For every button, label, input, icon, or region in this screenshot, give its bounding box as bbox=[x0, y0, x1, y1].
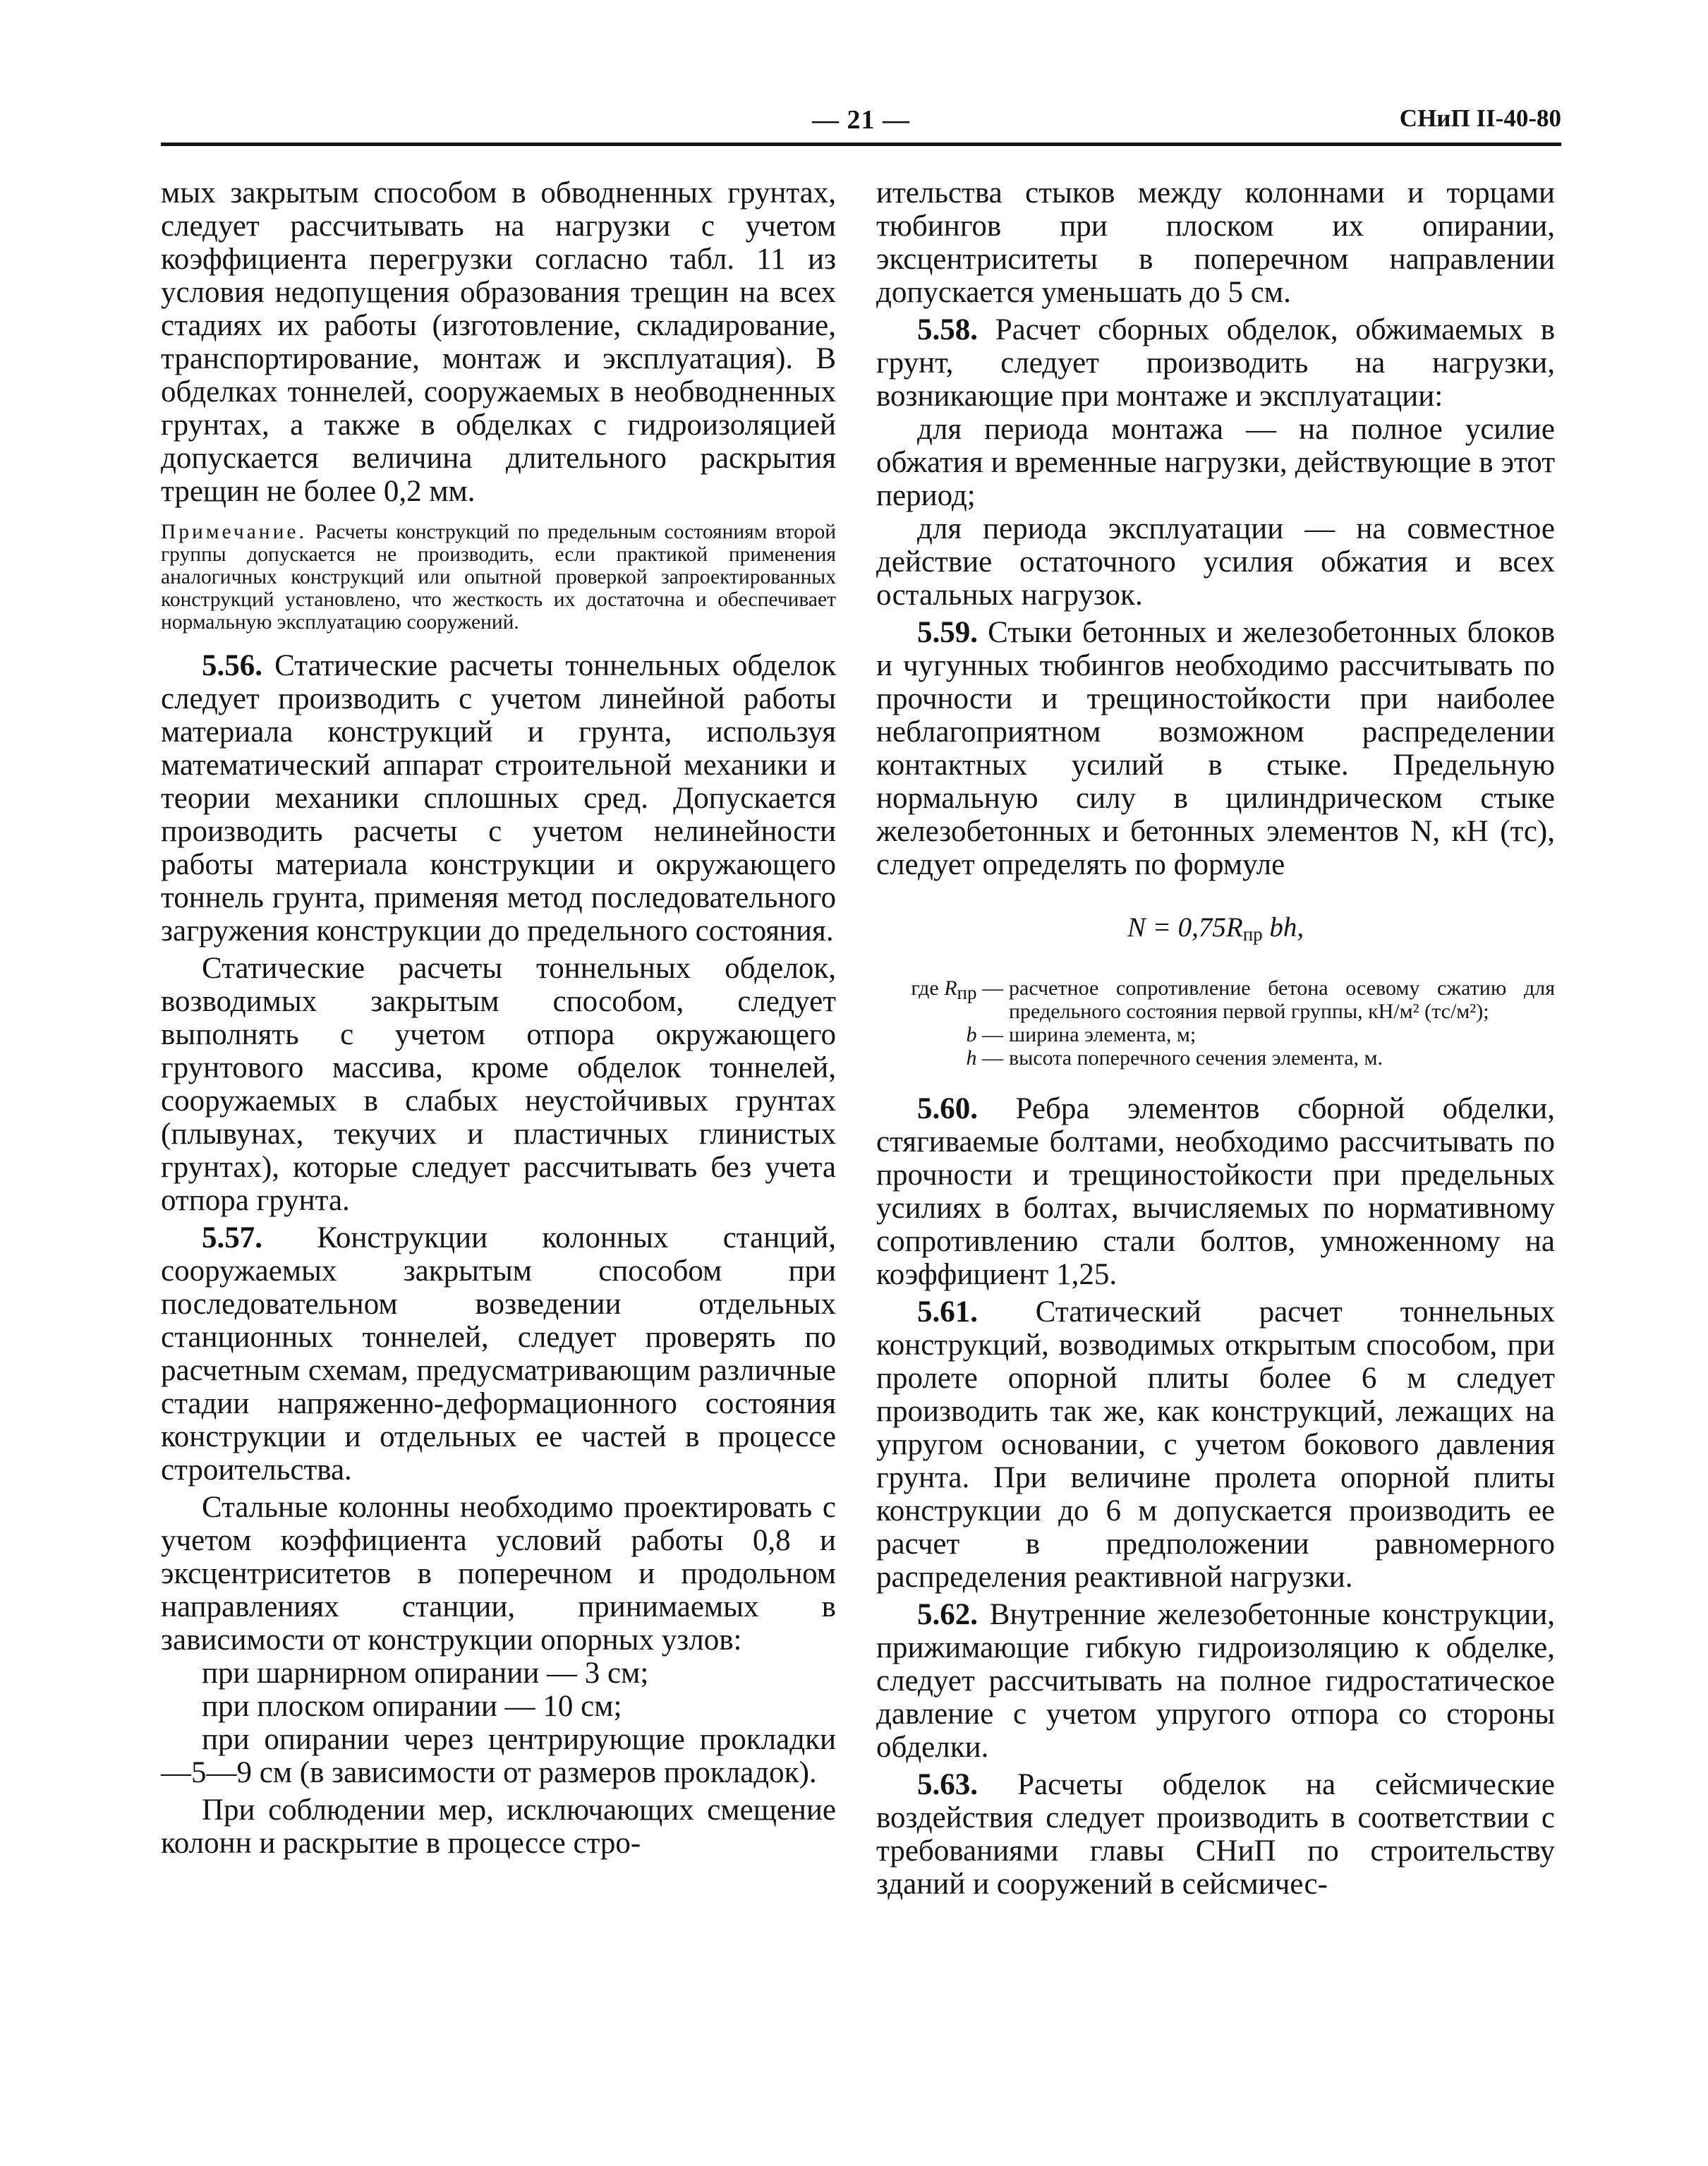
paragraph-5-57-cont2: При соблюдении мер, исключающих смещение колонн и раскрытие в процессе стро- bbox=[161, 1793, 836, 1860]
formula-main: N = 0,75R bbox=[1127, 912, 1243, 943]
legend-dash: — bbox=[976, 1046, 1003, 1070]
document-code: СНиП II-40-80 bbox=[1399, 104, 1561, 132]
list-item-mounting: для периода монтажа — на полное усилие обжатия и временные нагрузки, действующие в этот период; bbox=[876, 413, 1555, 512]
note bbox=[161, 521, 836, 634]
legend-row-r bbox=[876, 976, 1555, 1023]
clause-number-5-58: 5.58. bbox=[917, 313, 978, 346]
paragraph-continuation-right: ительства стыков между колоннами и торцами тюбингов при плоском их опирании, эксцентриситеты в поперечном направлении допускается уменьшать до 5 см. bbox=[876, 176, 1555, 309]
paragraph-5-56 bbox=[161, 649, 836, 948]
clause-text-5-56: Статические расчеты тоннельных обделок следует производить с учетом линейной работы материала конструкций и грунта, используя математический аппарат строительной механики и теории механики сплошных сред. Допускается производить расчеты с учетом нелинейности работы материала конструкции и окружающего тоннель грунта, применяя метод последовательного загружения конструкции до предельного состояния. bbox=[161, 649, 836, 948]
legend-symbol-h: h bbox=[966, 1046, 977, 1070]
legend-symbol-b: b bbox=[966, 1023, 977, 1046]
legend-text-b: ширина элемента, м; bbox=[1009, 1023, 1197, 1046]
list-item-spacers: при опирании через центрирующие прокладки —5—9 см (в зависимости от размеров прокладок). bbox=[161, 1723, 836, 1789]
paragraph-5-57-cont: Стальные колонны необходимо проектировать с учетом коэффициента условий работы 0,8 и эксцентриситетов в поперечном и продольном направлениях станции, принимаемых в зависимости от конструкции опорных узлов: bbox=[161, 1491, 836, 1657]
legend-text-h: высота поперечного сечения элемента, м. bbox=[1009, 1046, 1383, 1070]
legend-dash: — bbox=[976, 1023, 1003, 1046]
legend-row-b bbox=[876, 1023, 1555, 1046]
formula-subscript: пр bbox=[1242, 924, 1263, 945]
page-header bbox=[161, 93, 1561, 146]
paragraph-5-63 bbox=[876, 1768, 1555, 1901]
formula bbox=[876, 911, 1555, 951]
clause-text-5-60: Ребра элементов сборной обделки, стягиваемые болтами, необходимо рассчитывать по прочности и трещиностойкости при предельных усилиях в болтах, вычисляемых по нормативному сопротивлению стали болтов, умноженному на коэффициент 1,25. bbox=[876, 1092, 1555, 1291]
clause-number-5-62: 5.62. bbox=[917, 1598, 978, 1631]
clause-text-5-57: Конструкции колонных станций, сооружаемых закрытым способом при последовательном возведении отдельных станционных тоннелей, следует проверять по расчетным схемам, предусматривающим различные стадии напряженно-деформационного состояния конструкции и отдельных ее частей в процессе строительства. bbox=[161, 1221, 836, 1487]
legend-text-r: расчетное сопротивление бетона осевому сжатию для предельного состояния первой группы, кН/м² (тс/м²); bbox=[1009, 976, 1555, 1023]
note-text: Расчеты конструкций по предельным состояниям второй группы допускается не производить, если практикой применения аналогичных конструкций или опытной проверкой запроектированных конструкций установлено, что жесткость их достаточна и обеспечивает нормальную эксплуатацию сооружений. bbox=[161, 521, 837, 634]
clause-text-5-61: Статический расчет тоннельных конструкций, возводимых открытым способом, при пролете опорной плиты более 6 м следует производить так же, как конструкций, лежащих на упругом основании, с учетом бокового давления грунта. При величине пролета опорной плиты конструкции до 6 м допускается производить ее расчет в предположении равномерного распределения реактивной нагрузки. bbox=[876, 1295, 1555, 1594]
legend-symbol-r-sub: пр bbox=[957, 982, 977, 1003]
clause-number-5-59: 5.59. bbox=[917, 616, 978, 649]
paragraph-5-59 bbox=[876, 616, 1555, 881]
paragraph-continuation-left: мых закрытым способом в обводненных грунтах, следует рассчитывать на нагрузки с учетом коэффициента перегрузки согласно табл. 11 из условия недопущения образования трещин на всех стадиях их работы (изготовление, складирование, транспортирование, монтаж и эксплуатация). В обделках тоннелей, сооружаемых в необводненных грунтах, а также в обделках с гидроизоляцией допускается величина длительного раскрытия трещин не более 0,2 мм. bbox=[161, 176, 836, 508]
clause-number-5-60: 5.60. bbox=[917, 1092, 978, 1125]
clause-number-5-61: 5.61. bbox=[917, 1295, 978, 1329]
page-number: — 21 — bbox=[812, 105, 910, 135]
paragraph-5-61 bbox=[876, 1295, 1555, 1594]
list-item-flat: при плоском опирании — 10 см; bbox=[202, 1690, 622, 1723]
list-item-hinged: при шарнирном опирании — 3 см; bbox=[202, 1657, 649, 1690]
list-item-operation: для периода эксплуатации — на совместное действие остаточного усилия обжатия и всех остальных нагрузок. bbox=[876, 512, 1555, 612]
formula-tail: bh, bbox=[1262, 912, 1304, 943]
clause-number-5-63: 5.63. bbox=[917, 1768, 978, 1801]
note-label: Примечание. bbox=[161, 521, 307, 543]
clause-text-5-62: Внутренние железобетонные конструкции, прижимающие гибкую гидроизоляцию к обделке, следует рассчитывать на полное гидростатическое давление с учетом упругого отпора со стороны обделки. bbox=[876, 1598, 1555, 1764]
legend-symbol-r: R bbox=[944, 976, 957, 1000]
clause-number-5-57: 5.57. bbox=[202, 1221, 262, 1254]
paragraph-5-60 bbox=[876, 1092, 1555, 1291]
formula-legend bbox=[876, 976, 1555, 1070]
paragraph-5-56-cont: Статические расчеты тоннельных обделок, возводимых закрытым способом, следует выполнять с учетом отпора окружающего грунтового массива, кроме обделок тоннелей, сооружаемых в слабых неустойчивых грунтах (плывунах, текучих и пластичных глинистых грунтах), которые следует рассчитывать без учета отпора грунта. bbox=[161, 952, 836, 1217]
clause-text-5-58: Расчет сборных обделок, обжимаемых в грунт, следует производить на нагрузки, возникающие при монтаже и эксплуатации: bbox=[876, 313, 1555, 413]
left-column bbox=[161, 176, 836, 1860]
paragraph-5-62 bbox=[876, 1598, 1555, 1764]
paragraph-5-57 bbox=[161, 1221, 836, 1487]
paragraph-5-58 bbox=[876, 313, 1555, 413]
clause-text-5-63: Расчеты обделок на сейсмические воздействия следует производить в соответствии с требованиями главы СНиП по строительству зданий и сооружений в сейсмичес- bbox=[876, 1768, 1555, 1901]
legend-where: где bbox=[911, 976, 945, 1000]
clause-text-5-59: Стыки бетонных и железобетонных блоков и чугунных тюбингов необходимо рассчитывать по прочности и трещиностойкости при наиболее неблагоприятном возможном распределении контактных усилий в стыке. Предельную нормальную силу в цилиндрическом стыке железобетонных и бетонных элементов N, кН (тс), следует определять по формуле bbox=[876, 616, 1556, 881]
legend-dash: — bbox=[976, 976, 1003, 1000]
right-column bbox=[876, 176, 1555, 1901]
legend-row-h bbox=[876, 1046, 1555, 1070]
clause-number-5-56: 5.56. bbox=[202, 649, 262, 682]
